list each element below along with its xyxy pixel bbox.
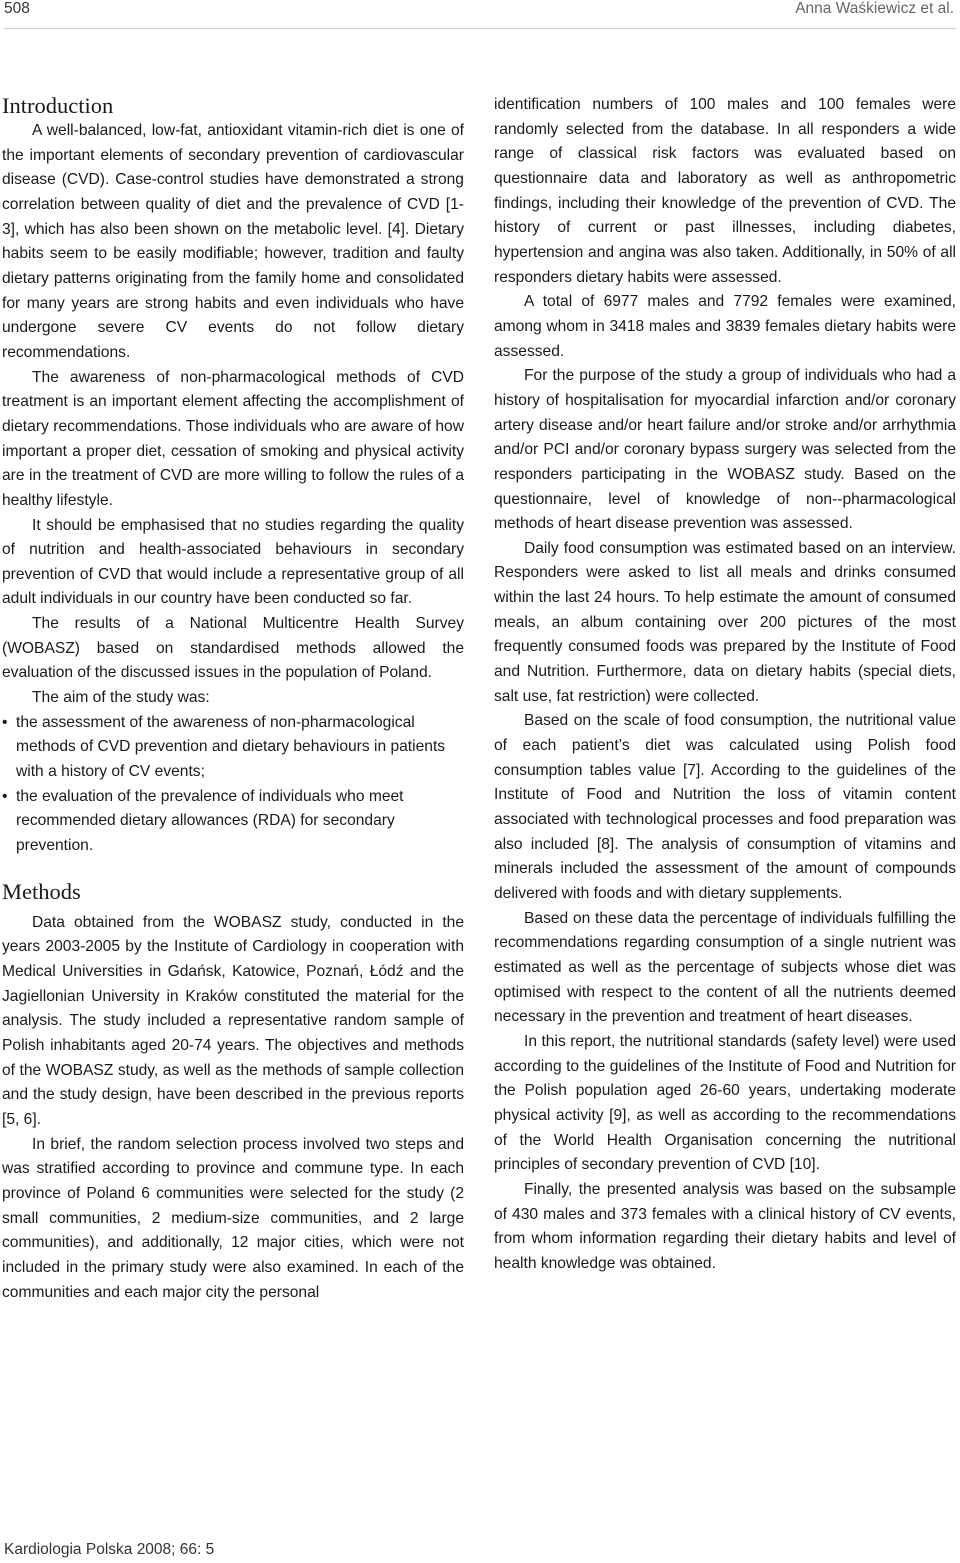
intro-paragraph-3: It should be emphasised that no studies regarding the quality of nutrition and health-associated behaviours in secondary prevention of CVD that would include a representative group of all adult individuals in our country have been conducted so far.: [2, 516, 464, 608]
methods-paragraph-10: Finally, the presented analysis was based on the subsample of 430 males and 373 females with a clinical history of CV events, from whom information regarding their dietary habits and level of health knowledge was obtained.: [494, 1180, 956, 1272]
intro-paragraph-4: The results of a National Multicentre Health Survey (WOBASZ) based on standardised methods allowed the evaluation of the discussed issues in the population of Poland.: [2, 615, 464, 682]
aim-list-item: • the assessment of the awareness of non-pharmacological methods of CVD prevention and dietary behaviours in patients with a history of CV events;: [2, 711, 464, 785]
methods-heading: Methods: [2, 878, 81, 904]
intro-paragraph-1: A well-balanced, low-fat, antioxidant vitamin-rich diet is one of the important elements of secondary prevention of cardiovascular disease (CVD). Case-control studies have demonstrated a strong correlation between quality of diet and the prevalence of CVD [1-3], which has also been shown on the metabolic level. [4]. Dietary habits seem to be easily modifiable; however, tradition and faulty dietary patterns originating from the family home and consolidated for many years are strong habits and even individuals who have undergone severe CV events do not follow dietary recommendations.: [2, 122, 464, 361]
methods-paragraph-5: For the purpose of the study a group of individuals who had a history of hospitalisation for myocardial infarction and/or coronary artery disease and/or heart failure and/or stroke and/or arrhythmia and/or PCI and/or coronary bypass surgery was selected from the responders participating in the WOBASZ study. Based on the questionnaire, level of knowledge of non--pharmacological methods of heart disease prevention was assessed.: [494, 367, 956, 533]
methods-paragraph-6: Daily food consumption was estimated based on an interview. Responders were asked to list all meals and drinks consumed within the last 24 hours. To help estimate the amount of consumed meals, an album containing over 200 pictures of the most frequently consumed foods was prepared by the Institute of Food and Nutrition. Furthermore, data on dietary habits (special diets, salt use, fat restriction) were collected.: [494, 539, 956, 705]
intro-paragraph-5: The aim of the study was:: [32, 689, 210, 707]
running-head: [4, 0, 956, 20]
methods-paragraph-3: identification numbers of 100 males and 100 females were randomly selected from the database. In all responders a wide range of classical risk factors was evaluated based on questionnaire data and laboratory as well as anthropometric findings, including their knowledge of the prevention of CVD. The history of current or past illnesses, including diabetes, hypertension and angina was also taken. Additionally, in 50% of all responders dietary habits were assessed.: [494, 96, 956, 286]
header-rule: [4, 28, 956, 29]
methods-paragraph-8: Based on these data the percentage of individuals fulfilling the recommendations regarding consumption of a single nutrient was estimated as well as the percentage of subjects whose diet was optimised with respect to the content of all the nutrients deemed necessary in the prevention and treatment of heart diseases.: [494, 909, 956, 1026]
methods-paragraph-2: In brief, the random selection process involved two steps and was stratified according to province and commune type. In each province of Poland 6 communities were selected for the study (2 small communities, 2 medium-size communities, and 2 large communities), and additionally, 12 major cities, which were not included in the primary study were also examined. In each of the communities and each major city the personal: [2, 1135, 464, 1301]
introduction-heading: Introduction: [2, 93, 114, 118]
methods-paragraph-1: Data obtained from the WOBASZ study, conducted in the years 2003-2005 by the Institute of Cardiology in cooperation with Medical Universities in Gdańsk, Katowice, Poznań, Łódź and the Jagiellonian University in Kraków constituted the material for the analysis. The study included a representative random sample of Polish inhabitants aged 20-74 years. The objectives and methods of the WOBASZ study, as well as the methods of sample collection and the study design, have been described in the previous reports [5, 6].: [2, 913, 464, 1128]
right-column: [494, 93, 956, 1277]
methods-paragraph-7: Based on the scale of food consumption, the nutritional value of each patient’s diet was calculated using Polish food consumption tables value [7]. According to the guidelines of the Institute of Food and Nutrition the loss of vitamin content associated with technological processes and food preparation was also included [8]. The analysis of consumption of vitamins and minerals included the assessment of the amount of compounds delivered with foods and with dietary supplements.: [494, 712, 956, 902]
intro-paragraph-2: The awareness of non-pharmacological methods of CVD treatment is an important element affecting the accomplishment of dietary recommendations. Those individuals who are aware of how important a proper diet, cessation of smoking and physical activity are in the treatment of CVD are more willing to follow the rules of a healthy lifestyle.: [2, 368, 464, 509]
left-column: [2, 93, 464, 1305]
aim-list: [2, 711, 464, 859]
journal-footer: Kardiologia Polska 2008; 66: 5: [4, 1541, 215, 1558]
aim-list-item: • the evaluation of the prevalence of individuals who meet recommended dietary allowances (RDA) for secondary prevention.: [2, 785, 464, 859]
running-head-authors: Anna Waśkiewicz et al.: [795, 0, 954, 17]
methods-paragraph-9: In this report, the nutritional standards (safety level) were used according to the guidelines of the Institute of Food and Nutrition for the Polish population aged 26-60 years, undertaking moderate physical activity [9], as well as according to the recommendations of the World Health Organisation concerning the nutritional principles of secondary prevention of CVD [10].: [494, 1032, 956, 1174]
page-number: 508: [4, 0, 30, 17]
methods-paragraph-4: A total of 6977 males and 7792 females were examined, among whom in 3418 males and 3839 females dietary habits were assessed.: [494, 293, 956, 360]
